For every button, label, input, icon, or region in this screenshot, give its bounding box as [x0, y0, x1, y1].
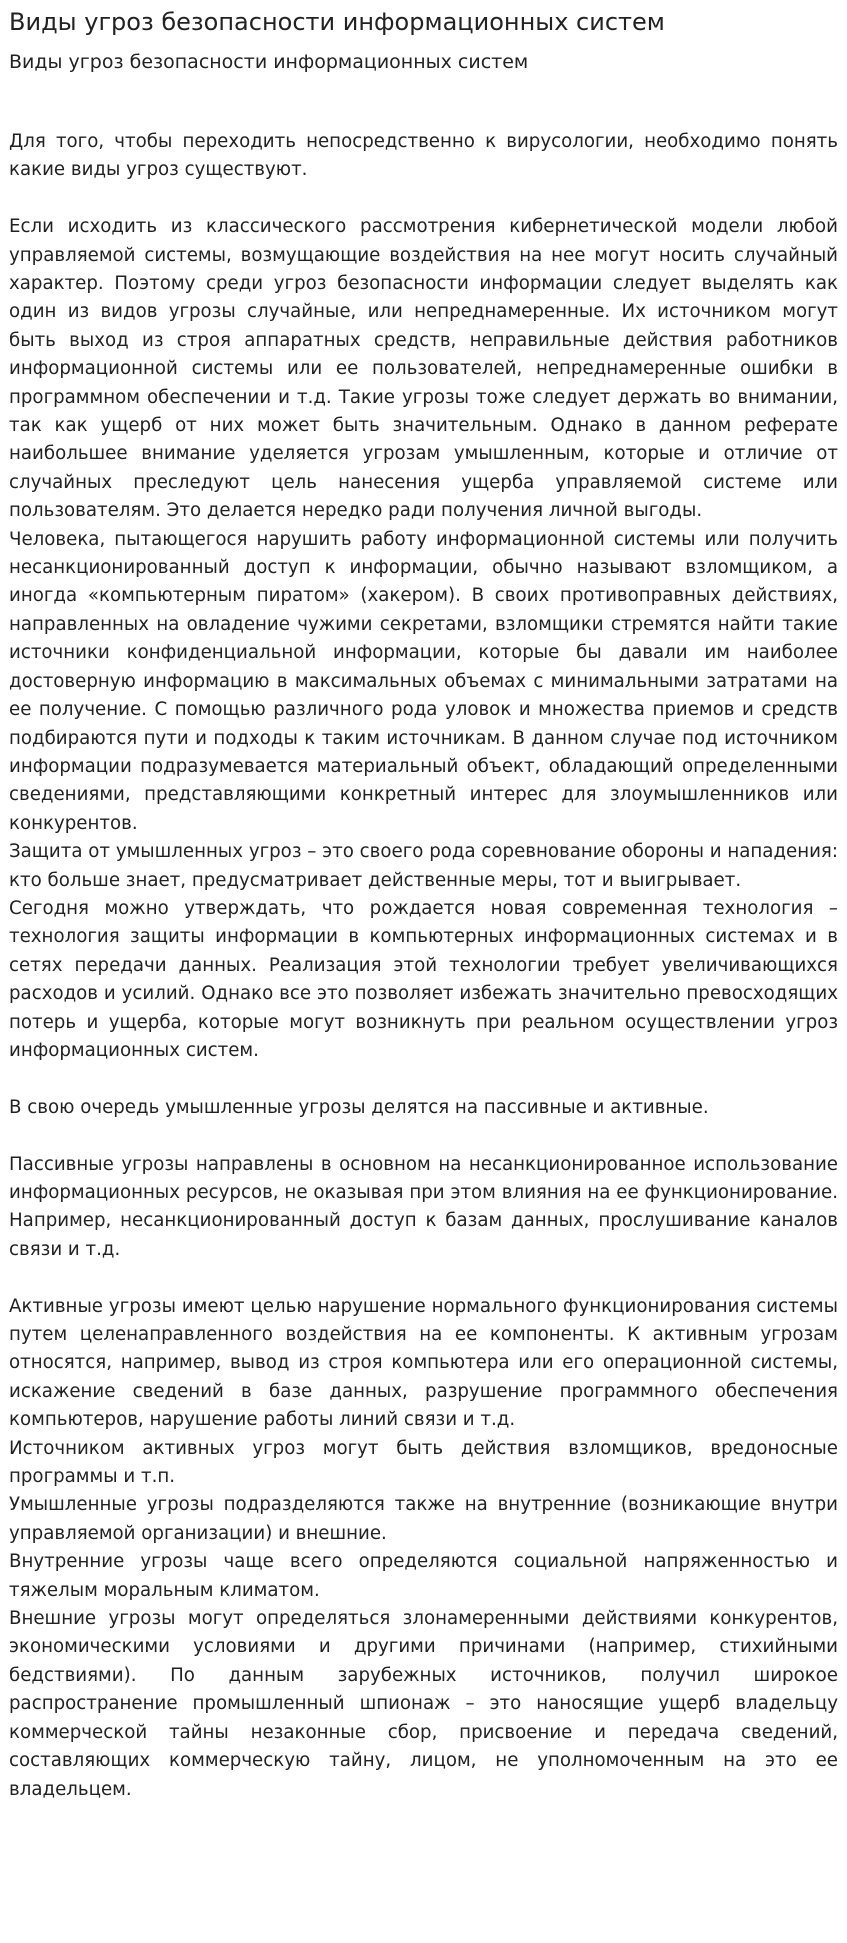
paragraph-10: Умышленные угрозы подразделяются также на внутренние (возникающие внутри управляемой организации) и внешние.	[9, 1494, 838, 1544]
paragraph-4: Защита от умышленных угроз – это своего рода соревнование обороны и нападения: кто больше знает, предусматривает действенные меры, тот и выигрывает.	[9, 841, 838, 891]
paragraph-9: Источником активных угроз могут быть действия взломщиков, вредоносные программы и т.п.	[9, 1437, 838, 1488]
page-title: Виды угроз безопасности информационных систем	[9, 8, 665, 36]
paragraph-6: В свою очередь умышленные угрозы делятся на пассивные и активные.	[9, 1096, 709, 1118]
paragraph-5: Сегодня можно утверждать, что рождается новая современная технология – технология защиты информации в компьютерных информационных системах и в сетях передачи данных. Реализация этой технологии требует увеличивающихся расходов и усилий. Однако все это позволяет избежать значительно превосходящих потерь и ущерба, которые могут возникнуть при реальном осуществлении угроз информационных систем.	[9, 897, 838, 1061]
paragraph-8: Активные угрозы имеют целью нарушение нормального функционирования системы путем целенаправленного воздействия на ее компоненты. К активным угрозам относятся, например, вывод из строя компьютера или его операционной системы, искажение сведений в базе данных, разрушение программного обеспечения компьютеров, нарушение работы линий связи и т.д.	[9, 1295, 838, 1431]
paragraph-2: Если исходить из классического рассмотрения кибернетической модели любой управляемой системы, возмущающие воздействия на нее могут носить случайный характер. Поэтому среди угроз безопасности информации следует выделять как один из видов угрозы случайные, или непреднамеренные. Их источником могут быть выход из строя аппаратных средств, неправильные действия работников информационной системы или ее пользователей, непреднамеренные ошибки в программном обеспечении и т.д. Такие угрозы тоже следует держать во внимании, так как ущерб от них может быть значительным. Однако в данном реферате наибольшее внимание уделяется угрозам умышленным, которые и отличие от случайных преследуют цель нанесения ущерба управляемой системе или пользователям. Это делается нередко ради получения личной выгоды.	[9, 216, 838, 522]
article-body	[9, 128, 838, 1804]
page-subtitle: Виды угроз безопасности информационных систем	[9, 51, 529, 73]
paragraph-7: Пассивные угрозы направлены в основном на несанкционированное использование информационных ресурсов, не оказывая при этом влияния на ее функционирование. Например, несанкционированный доступ к базам данных, прослушивание каналов связи и т.д.	[9, 1153, 838, 1260]
paragraph-12: Внешние угрозы могут определяться злонамеренными действиями конкурентов, экономическими условиями и другими причинами (например, стихийными бедствиями). По данным зарубежных источников, получил широкое распространение промышленный шпионаж – это наносящие ущерб владельцу коммерческой тайны незаконные сбор, присвоение и передача сведений, составляющих коммерческую тайну, лицом, не уполномоченным на это ее владельцем.	[9, 1608, 838, 1800]
paragraph-1: Для того, чтобы переходить непосредственно к вирусологии, необходимо понять какие виды угроз существуют.	[9, 131, 838, 181]
paragraph-3: Человека, пытающегося нарушить работу информационной системы или получить несанкционированный доступ к информации, обычно называют взломщиком, а иногда «компьютерным пиратом» (хакером). В своих противоправных действиях, направленных на овладение чужими секретами, взломщики стремятся найти такие источники конфиденциальной информации, которые бы давали им наиболее достоверную информацию в максимальных объемах с минимальными затратами на ее получение. С помощью различного рода уловок и множества приемов и средств подбираются пути и подходы к таким источникам. В данном случае под источником информации подразумевается материальный объект, обладающий определенными сведениями, представляющими конкретный интерес для злоумышленников или конкурентов.	[9, 528, 838, 834]
paragraph-11: Внутренние угрозы чаще всего определяются социальной напряженностью и тяжелым моральным климатом.	[9, 1551, 838, 1601]
